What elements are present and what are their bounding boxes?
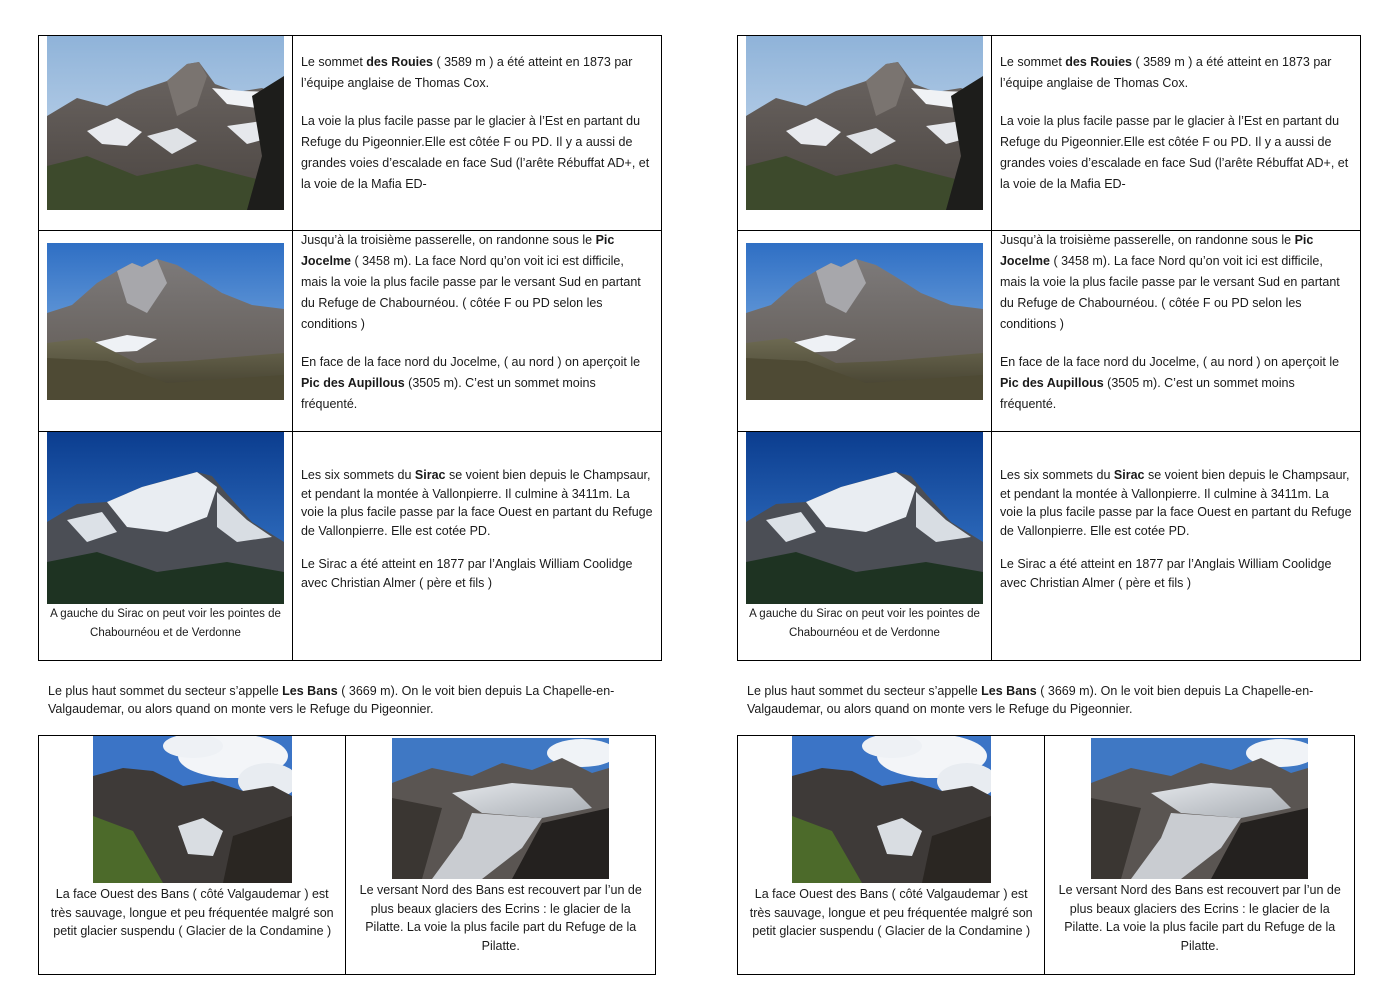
photo-bans-nord bbox=[392, 738, 609, 879]
page-left bbox=[38, 0, 678, 989]
text-rouies bbox=[293, 36, 661, 195]
bans-ouest-caption: La face Ouest des Bans ( côté Valgaudemar ) est très sauvage, longue et peu fréquentée malgré son petit glacier suspendu ( Glacier de la Condamine ) bbox=[749, 887, 1033, 938]
sirac-history: Le Sirac a été atteint en 1877 par l’Anglais William Coolidge avec Christian Almer ( père et fils ) bbox=[999, 557, 1332, 590]
bans-ouest-caption: La face Ouest des Bans ( côté Valgaudemar ) est très sauvage, longue et peu fréquentée malgré son petit glacier suspendu ( Glacier de la Condamine ) bbox=[50, 887, 334, 938]
bans-intro: Le plus haut sommet du secteur s’appelle Les Bans ( 3669 m). On le voit bien depuis La Chapelle-en-Valgaudemar, ou alors quand on monte vers le Refuge du Pigeonnier. bbox=[747, 684, 1314, 716]
photo-bans-ouest bbox=[792, 736, 991, 883]
text-rouies bbox=[992, 36, 1360, 195]
rouies-intro: Le sommet des Rouies ( 3589 m ) a été atteint en 1873 par l’équipe anglaise de Thomas Cox. bbox=[300, 55, 633, 90]
summits-table bbox=[38, 35, 662, 661]
photo-rouies bbox=[47, 36, 284, 210]
text-sirac bbox=[992, 432, 1360, 593]
jocelme-intro: Jusqu’à la troisième passerelle, on randonne sous le Pic Jocelme ( 3458 m). La face Nord qu’on voit ici est difficile, mais la voie la plus facile passe par le versant Sud en partant du Refuge de Chabournéou. ( côtée F ou PD selon les conditions ) bbox=[300, 233, 641, 331]
sirac-intro: Les six sommets du Sirac se voient bien depuis le Champsaur, et pendant la montée à Vallonpierre. Il culmine à 3411m. La voie la plus facile passe par la face Ouest en partant du Refuge de Vallonpierre. Elle est cotée PD. bbox=[300, 468, 653, 538]
summits-table bbox=[737, 35, 1361, 661]
photo-sirac bbox=[47, 432, 284, 604]
bans-intro: Le plus haut sommet du secteur s’appelle Les Bans ( 3669 m). On le voit bien depuis La Chapelle-en-Valgaudemar, ou alors quand on monte vers le Refuge du Pigeonnier. bbox=[48, 684, 615, 716]
bans-nord-caption: Le versant Nord des Bans est recouvert par l’un de plus beaux glaciers des Ecrins : le glacier de la Pilatte. La voie la plus facile part du Refuge de la Pilatte. bbox=[1058, 883, 1341, 953]
sirac-history: Le Sirac a été atteint en 1877 par l’Anglais William Coolidge avec Christian Almer ( père et fils ) bbox=[300, 557, 633, 590]
sirac-caption: A gauche du Sirac on peut voir les pointes de Chabournéou et de Verdonne bbox=[749, 608, 980, 639]
photo-bans-ouest bbox=[93, 736, 292, 883]
photo-sirac bbox=[746, 432, 983, 604]
sirac-intro: Les six sommets du Sirac se voient bien depuis le Champsaur, et pendant la montée à Vallonpierre. Il culmine à 3411m. La voie la plus facile passe par la face Ouest en partant du Refuge de Vallonpierre. Elle est cotée PD. bbox=[999, 468, 1352, 538]
text-sirac bbox=[293, 432, 661, 593]
text-jocelme bbox=[293, 230, 661, 415]
bans-nord-caption: Le versant Nord des Bans est recouvert par l’un de plus beaux glaciers des Ecrins : le glacier de la Pilatte. La voie la plus facile part du Refuge de la Pilatte. bbox=[359, 883, 642, 953]
photo-jocelme bbox=[746, 243, 983, 400]
photo-bans-nord bbox=[1091, 738, 1308, 879]
photo-jocelme bbox=[47, 243, 284, 400]
jocelme-intro: Jusqu’à la troisième passerelle, on randonne sous le Pic Jocelme ( 3458 m). La face Nord qu’on voit ici est difficile, mais la voie la plus facile passe par le versant Sud en partant du Refuge de Chabournéou. ( côtée F ou PD selon les conditions ) bbox=[999, 233, 1340, 331]
photo-rouies bbox=[746, 36, 983, 210]
aupillous-text: En face de la face nord du Jocelme, ( au nord ) on aperçoit le Pic des Aupillous (3505 m). C’est un sommet moins fréquenté. bbox=[300, 355, 641, 411]
bans-table bbox=[737, 735, 1355, 975]
page-right bbox=[737, 0, 1377, 989]
rouies-route: La voie la plus facile passe par le glacier à l’Est en partant du Refuge du Pigeonnier.Elle est côtée F ou PD. Il y a aussi de grandes voies d’escalade en face Sud (l’arête Rébuffat AD+, et la voie de la Mafia ED- bbox=[300, 114, 650, 191]
bans-table bbox=[38, 735, 656, 975]
rouies-route: La voie la plus facile passe par le glacier à l’Est en partant du Refuge du Pigeonnier.Elle est côtée F ou PD. Il y a aussi de grandes voies d’escalade en face Sud (l’arête Rébuffat AD+, et la voie de la Mafia ED- bbox=[999, 114, 1349, 191]
text-jocelme bbox=[992, 230, 1360, 415]
sirac-caption: A gauche du Sirac on peut voir les pointes de Chabournéou et de Verdonne bbox=[50, 608, 281, 639]
aupillous-text: En face de la face nord du Jocelme, ( au nord ) on aperçoit le Pic des Aupillous (3505 m). C’est un sommet moins fréquenté. bbox=[999, 355, 1340, 411]
rouies-intro: Le sommet des Rouies ( 3589 m ) a été atteint en 1873 par l’équipe anglaise de Thomas Cox. bbox=[999, 55, 1332, 90]
